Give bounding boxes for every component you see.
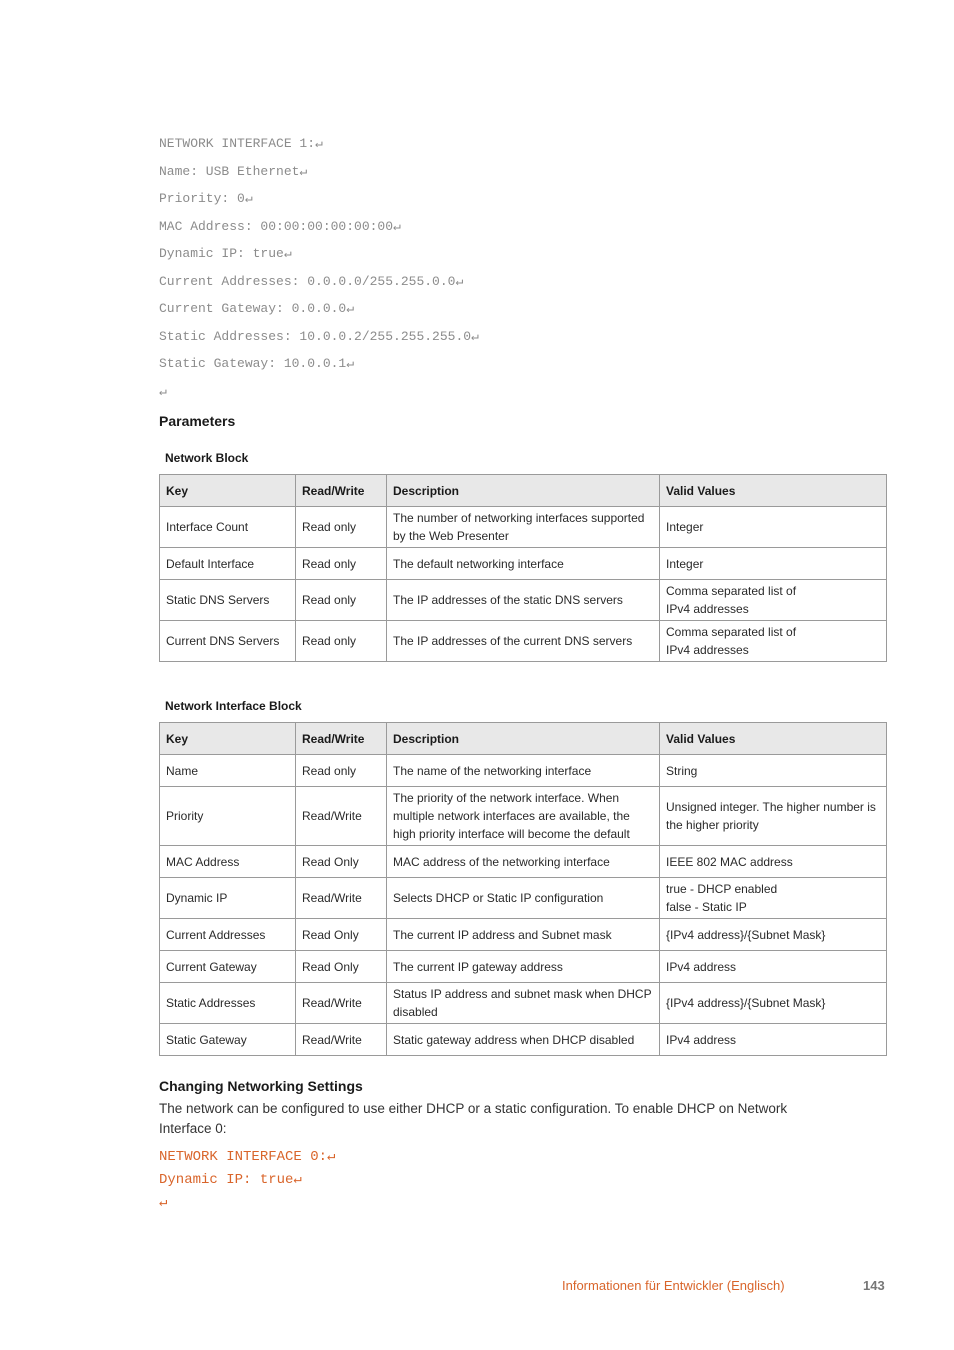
parameters-heading: Parameters bbox=[159, 413, 236, 429]
cell-key: Static Gateway bbox=[160, 1024, 296, 1056]
cell-read-write: Read Only bbox=[296, 846, 387, 878]
cell-description: Selects DHCP or Static IP configuration bbox=[387, 878, 660, 919]
cell-description: The default networking interface bbox=[387, 548, 660, 580]
network-block-caption: Network Block bbox=[165, 451, 249, 465]
cell-valid-values: {IPv4 address}/{Subnet Mask} bbox=[660, 983, 887, 1024]
cell-description: The priority of the network interface. When multiple network interfaces are available, the high priority interface will become the default bbox=[387, 787, 660, 846]
cell-read-write: Read only bbox=[296, 548, 387, 580]
cell-read-write: Read Only bbox=[296, 951, 387, 983]
cell-key: MAC Address bbox=[160, 846, 296, 878]
table-header-row bbox=[160, 475, 887, 507]
cell-read-write: Read only bbox=[296, 580, 387, 621]
cell-valid-values: Integer bbox=[660, 507, 887, 548]
code-line: Name: USB Ethernet↵ bbox=[159, 163, 308, 179]
table-row bbox=[160, 878, 887, 919]
table-row bbox=[160, 983, 887, 1024]
code-line: Current Addresses: 0.0.0.0/255.255.0.0↵ bbox=[159, 273, 464, 289]
cell-read-write: Read/Write bbox=[296, 1024, 387, 1056]
header-key: Key bbox=[160, 475, 296, 507]
cell-key: Current Addresses bbox=[160, 919, 296, 951]
code-line: Dynamic IP: true↵ bbox=[159, 246, 292, 261]
code-line: NETWORK INTERFACE 1:↵ bbox=[159, 136, 323, 151]
cell-key: Static DNS Servers bbox=[160, 580, 296, 621]
code-line: Priority: 0↵ bbox=[159, 191, 253, 206]
table-row bbox=[160, 846, 887, 878]
table-row bbox=[160, 787, 887, 846]
cell-description: Static gateway address when DHCP disabled bbox=[387, 1024, 660, 1056]
code-line: ↵ bbox=[159, 383, 167, 399]
network-block-table bbox=[159, 474, 887, 662]
cell-valid-values: IEEE 802 MAC address bbox=[660, 846, 887, 878]
changing-networking-heading: Changing Networking Settings bbox=[159, 1078, 363, 1094]
cell-valid-values: {IPv4 address}/{Subnet Mask} bbox=[660, 919, 887, 951]
cell-description: The number of networking interfaces supported by the Web Presenter bbox=[387, 507, 660, 548]
header-key: Key bbox=[160, 723, 296, 755]
table-row bbox=[160, 919, 887, 951]
interface-block-caption: Network Interface Block bbox=[165, 699, 302, 713]
cell-description: MAC address of the networking interface bbox=[387, 846, 660, 878]
cell-read-write: Read only bbox=[296, 621, 387, 662]
cell-valid-values: String bbox=[660, 755, 887, 787]
code-line: MAC Address: 00:00:00:00:00:00↵ bbox=[159, 218, 401, 234]
footer-section-title: Informationen für Entwickler (Englisch) bbox=[562, 1278, 785, 1293]
interface-block-table bbox=[159, 722, 887, 1056]
cell-valid-values: Unsigned integer. The higher number is the higher priority bbox=[660, 787, 887, 846]
cell-key: Default Interface bbox=[160, 548, 296, 580]
cell-read-write: Read only bbox=[296, 755, 387, 787]
cell-valid-values: Comma separated list of IPv4 addresses bbox=[660, 621, 887, 662]
cell-key: Current DNS Servers bbox=[160, 621, 296, 662]
header-read-write: Read/Write bbox=[296, 723, 387, 755]
code-block-network-interface-0 bbox=[159, 1146, 335, 1215]
table-row bbox=[160, 1024, 887, 1056]
table-row bbox=[160, 755, 887, 787]
table-row bbox=[160, 951, 887, 983]
cell-description: The current IP gateway address bbox=[387, 951, 660, 983]
cell-valid-values: Comma separated list of IPv4 addresses bbox=[660, 580, 887, 621]
code-block-network-interface-1 bbox=[159, 130, 479, 405]
cell-key: Current Gateway bbox=[160, 951, 296, 983]
cell-description: Status IP address and subnet mask when DHCP disabled bbox=[387, 983, 660, 1024]
cell-valid-values: IPv4 address bbox=[660, 1024, 887, 1056]
code-line: Static Addresses: 10.0.0.2/255.255.255.0↵ bbox=[159, 328, 479, 344]
code-line: Dynamic IP: true↵ bbox=[159, 1172, 302, 1188]
cell-valid-values: IPv4 address bbox=[660, 951, 887, 983]
cell-key: Dynamic IP bbox=[160, 878, 296, 919]
header-valid-values: Valid Values bbox=[660, 723, 887, 755]
cell-key: Static Addresses bbox=[160, 983, 296, 1024]
cell-read-write: Read/Write bbox=[296, 983, 387, 1024]
cell-valid-values: true - DHCP enabled false - Static IP bbox=[660, 878, 887, 919]
code-line: NETWORK INTERFACE 0:↵ bbox=[159, 1149, 336, 1165]
table-row bbox=[160, 621, 887, 662]
header-description: Description bbox=[387, 475, 660, 507]
cell-description: The name of the networking interface bbox=[387, 755, 660, 787]
table-row bbox=[160, 507, 887, 548]
cell-key: Interface Count bbox=[160, 507, 296, 548]
cell-read-write: Read only bbox=[296, 507, 387, 548]
cell-key: Name bbox=[160, 755, 296, 787]
table-row bbox=[160, 548, 887, 580]
header-description: Description bbox=[387, 723, 660, 755]
cell-read-write: Read/Write bbox=[296, 787, 387, 846]
cell-read-write: Read Only bbox=[296, 919, 387, 951]
table-row bbox=[160, 580, 887, 621]
code-line: Current Gateway: 0.0.0.0↵ bbox=[159, 301, 355, 316]
table-header-row bbox=[160, 723, 887, 755]
cell-description: The IP addresses of the static DNS servers bbox=[387, 580, 660, 621]
page-number: 143 bbox=[863, 1278, 885, 1293]
cell-description: The current IP address and Subnet mask bbox=[387, 919, 660, 951]
header-valid-values: Valid Values bbox=[660, 475, 887, 507]
code-line: ↵ bbox=[159, 1195, 168, 1211]
cell-valid-values: Integer bbox=[660, 548, 887, 580]
cell-description: The IP addresses of the current DNS servers bbox=[387, 621, 660, 662]
cell-key: Priority bbox=[160, 787, 296, 846]
cell-read-write: Read/Write bbox=[296, 878, 387, 919]
changing-networking-paragraph: The network can be configured to use either DHCP or a static configuration. To enable DHCP on Network Interface 0: bbox=[159, 1101, 788, 1136]
code-line: Static Gateway: 10.0.0.1↵ bbox=[159, 356, 355, 371]
header-read-write: Read/Write bbox=[296, 475, 387, 507]
